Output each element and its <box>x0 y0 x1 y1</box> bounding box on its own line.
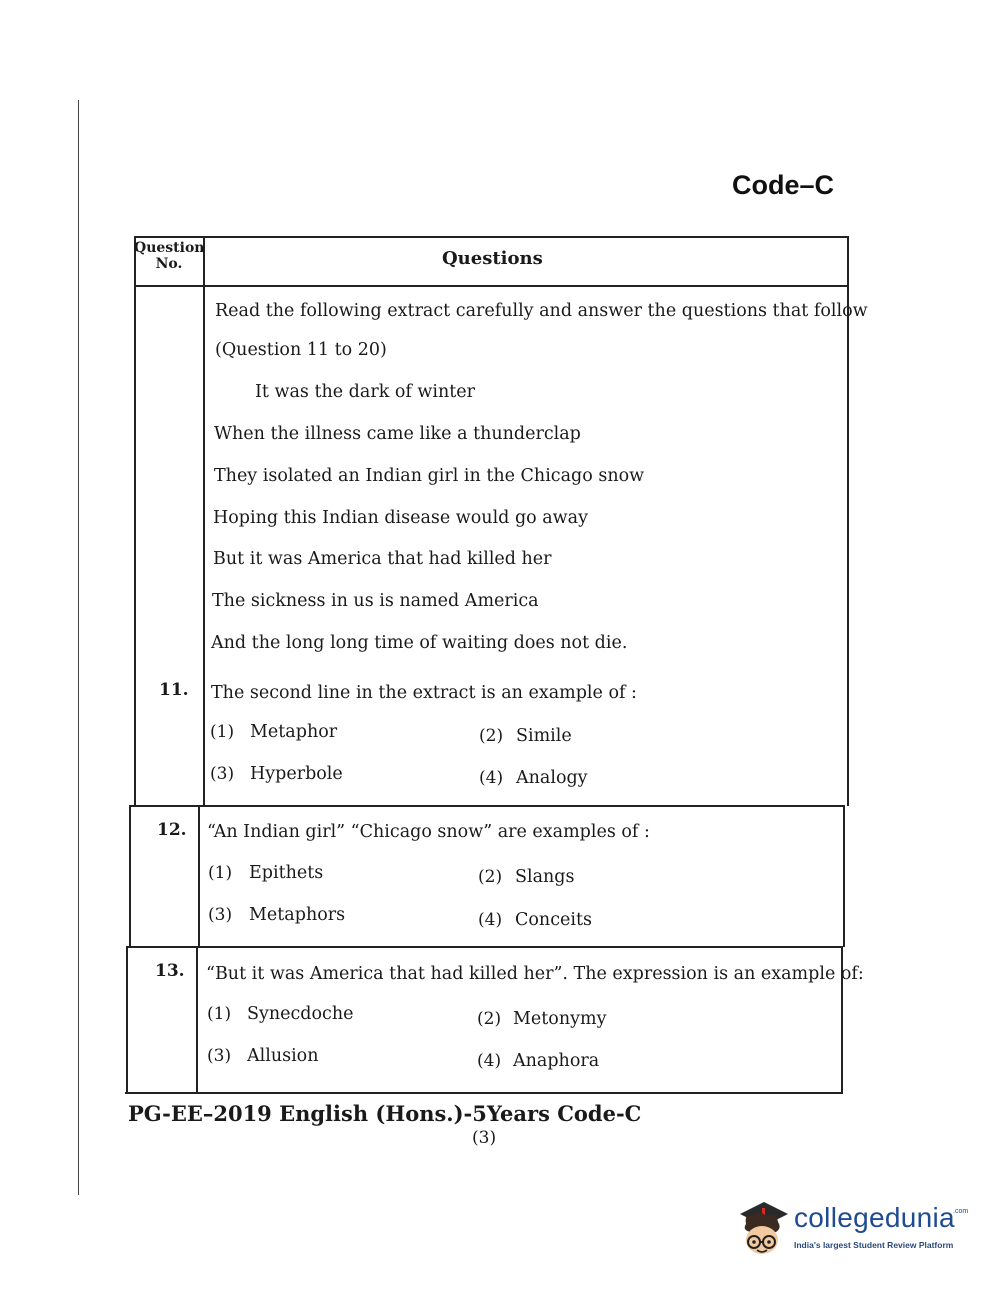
page-margin-line <box>78 100 79 1195</box>
question-number: 13. <box>155 961 185 981</box>
option-text: Simile <box>516 726 572 746</box>
option-text: Slangs <box>515 867 575 887</box>
mascot-icon <box>736 1198 792 1258</box>
question-text: “But it was America that had killed her”. The expression is an example of: <box>206 964 864 984</box>
logo-suffix: .com <box>953 1208 969 1215</box>
option-text: Epithets <box>249 863 324 883</box>
table-bottom-border <box>125 1092 842 1094</box>
question-number: 11. <box>159 680 189 700</box>
option-text: Analogy <box>516 768 588 788</box>
option-text: Hyperbole <box>250 764 343 784</box>
table-left-border <box>126 946 128 1094</box>
option-number: (3) <box>210 764 235 784</box>
option-number: (4) <box>478 910 503 930</box>
option-number: (3) <box>208 905 233 925</box>
question-text: The second line in the extract is an example of : <box>211 683 637 703</box>
logo-wordmark: collegedunia <box>794 1202 955 1233</box>
logo-tagline: India's largest Student Review Platform <box>794 1240 954 1250</box>
option-number: (2) <box>479 726 504 746</box>
option-number: (2) <box>477 1009 502 1029</box>
option-number: (1) <box>207 1004 232 1024</box>
column-divider <box>198 805 200 947</box>
column-divider <box>203 236 205 806</box>
option-text: Metaphors <box>249 905 346 925</box>
option-number: (4) <box>477 1051 502 1071</box>
table-left-border <box>134 236 136 806</box>
table-left-border <box>129 805 131 947</box>
option-number: (1) <box>208 863 233 883</box>
paper-code: Code–C <box>732 170 835 200</box>
column-divider <box>196 946 198 1094</box>
column-header-question-no: Question No. <box>134 240 205 272</box>
option-text: Metaphor <box>250 722 338 742</box>
row-divider <box>129 805 844 807</box>
option-text: Metonymy <box>513 1009 607 1029</box>
option-text: Conceits <box>515 910 592 930</box>
question-text: “An Indian girl” “Chicago snow” are examples of : <box>207 822 650 842</box>
option-number: (3) <box>207 1046 232 1066</box>
page-footer: PG-EE–2019 English (Hons.)-5Years Code-C <box>128 1101 642 1126</box>
option-text: Allusion <box>247 1046 319 1066</box>
option-number: (2) <box>478 867 503 887</box>
table-header-divider <box>134 285 848 287</box>
poem-line: The sickness in us is named America <box>212 591 539 611</box>
option-number: (4) <box>479 768 504 788</box>
poem-line: They isolated an Indian girl in the Chicago snow <box>214 466 645 486</box>
question-number: 12. <box>157 820 187 840</box>
poem-line: But it was America that had killed her <box>213 549 552 569</box>
instruction-range: (Question 11 to 20) <box>215 340 387 360</box>
table-right-border <box>847 236 849 806</box>
table-top-border <box>134 236 848 238</box>
table-right-border <box>843 805 845 947</box>
poem-line: When the illness came like a thunderclap <box>214 424 581 444</box>
collegedunia-logo <box>736 1196 969 1260</box>
option-text: Synecdoche <box>247 1004 354 1024</box>
row-divider <box>127 946 843 948</box>
poem-line: And the long long time of waiting does not die. <box>211 633 628 653</box>
option-number: (1) <box>210 722 235 742</box>
column-header-questions: Questions <box>442 248 543 269</box>
option-text: Anaphora <box>513 1051 600 1071</box>
poem-line: It was the dark of winter <box>255 382 476 402</box>
instruction-line: Read the following extract carefully and answer the questions that follow <box>215 301 868 321</box>
page-number: (3) <box>472 1128 497 1148</box>
poem-line: Hoping this Indian disease would go away <box>213 508 588 528</box>
